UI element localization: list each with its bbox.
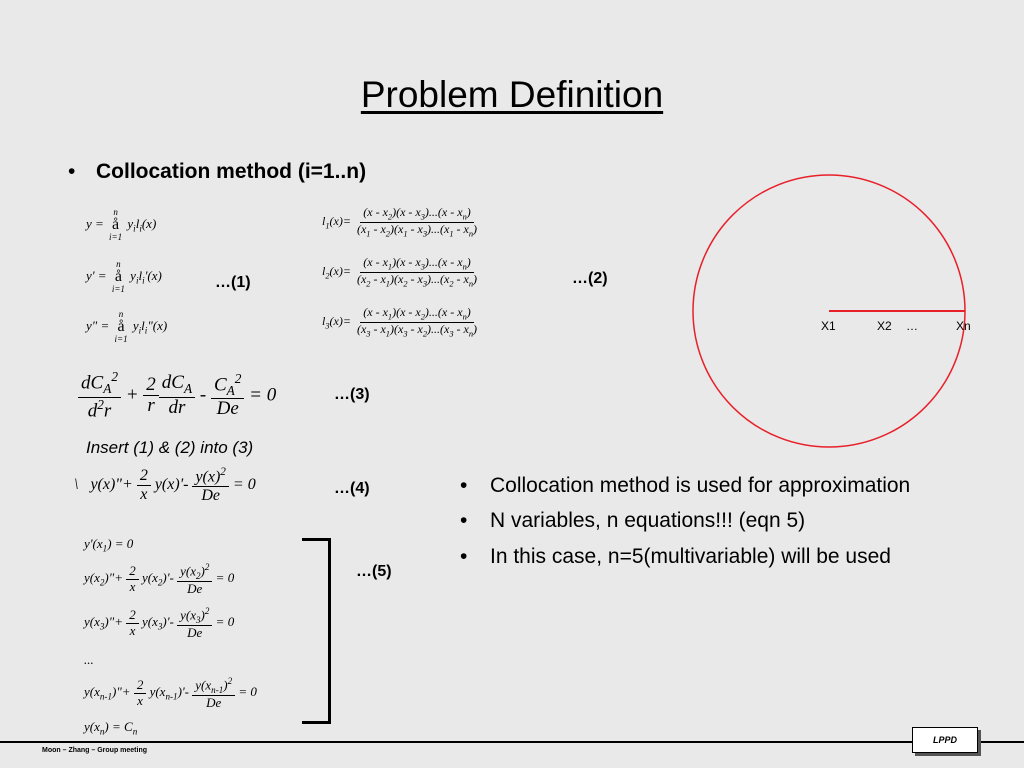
footer-divider xyxy=(0,741,1024,743)
notes-list xyxy=(460,472,1000,578)
equation-3: $\frac{dC_A^2}{d^2r}$ + $\frac{2}{r}$ $\frac{dC_A}{dr}$ - $\frac{C_A^2}{De}$ = 0 xyxy=(78,370,276,422)
equation-y-double-prime: y" = n å i=1 $y_il_i"(x)$ xyxy=(86,309,168,344)
equation-5-row-2: $y(x_2)"+$ $\frac{2}{x}$ $y(x_2)'-$ $\frac{y(x_2)^2}{De}$ = 0 xyxy=(84,562,235,596)
note-item: • N variables, n equations!!! (eqn 5) xyxy=(460,507,1000,534)
equation-5-ellipsis: ... xyxy=(84,652,94,667)
node-label-x1: X1 xyxy=(821,319,836,333)
equation-5-row-3: $y(x_3)"+$ $\frac{2}{x}$ $y(x_3)'-$ $\frac{y(x_3)^2}{De}$ = 0 xyxy=(84,606,235,640)
footer-text: Moon – Zhang – Group meeting xyxy=(42,747,147,754)
equation-label-5: …(5) xyxy=(356,563,392,580)
equation-l1: $l_1(x)=$ $\frac{(x - x_2)(x - x_3)...(x - x_n)}{(x_1 - x_2)(x_1 - x_3)...(x_1 - x_n)}$ xyxy=(322,205,478,239)
equation-5-row-n: $y(x_n) = C_n$ xyxy=(84,719,138,737)
equation-l3: $l_3(x)=$ $\frac{(x - x_1)(x - x_2)...(x - x_n)}{(x_3 - x_1)(x_3 - x_2)...(x_3 - x_n)}$ xyxy=(322,305,478,339)
equation-5-row-n-1: $y(x_{n-1})"+$ $\frac{2}{x}$ $y(x_{n-1})'-$ $\frac{y(x_{n-1})^2}{De}$ = 0 xyxy=(84,676,257,710)
insert-instruction: Insert (1) & (2) into (3) xyxy=(86,438,254,457)
note-item: • Collocation method is used for approximation xyxy=(460,472,1000,499)
equation-label-3: …(3) xyxy=(334,386,370,403)
equation-label-1: …(1) xyxy=(215,274,251,291)
equation-y: y = n å i=1 $y_il_i(x)$ xyxy=(86,207,157,242)
lppd-badge: LPPD xyxy=(912,727,978,753)
system-bracket xyxy=(302,538,331,724)
node-label-x2: X2 xyxy=(877,319,892,333)
equation-4: \ y(x)"+ $\frac{2}{x}$ y(x)'- $\frac{y(x)^2}{De}$ = 0 xyxy=(74,466,256,504)
node-label-ellipsis: … xyxy=(906,319,918,333)
page-title: Problem Definition xyxy=(360,74,664,115)
bullet-dot: • xyxy=(68,160,76,183)
main-bullet-text: Collocation method (i=1..n) xyxy=(96,160,367,183)
node-label-xn: Xn xyxy=(956,319,971,333)
equation-label-2: …(2) xyxy=(572,270,608,287)
equation-l2: $l_2(x)=$ $\frac{(x - x_1)(x - x_3)...(x - x_n)}{(x_2 - x_1)(x_2 - x_3)...(x_2 - x_n)}$ xyxy=(322,255,478,289)
equation-y-prime: y' = n å i=1 $y_il_i'(x)$ xyxy=(86,259,162,294)
note-item: • In this case, n=5(multivariable) will be used xyxy=(460,543,1000,570)
collocation-diagram xyxy=(680,160,1000,460)
equation-label-4: …(4) xyxy=(334,480,370,497)
main-bullet xyxy=(68,160,366,184)
equation-5-row-1: $y'(x_1) = 0$ xyxy=(84,536,134,554)
